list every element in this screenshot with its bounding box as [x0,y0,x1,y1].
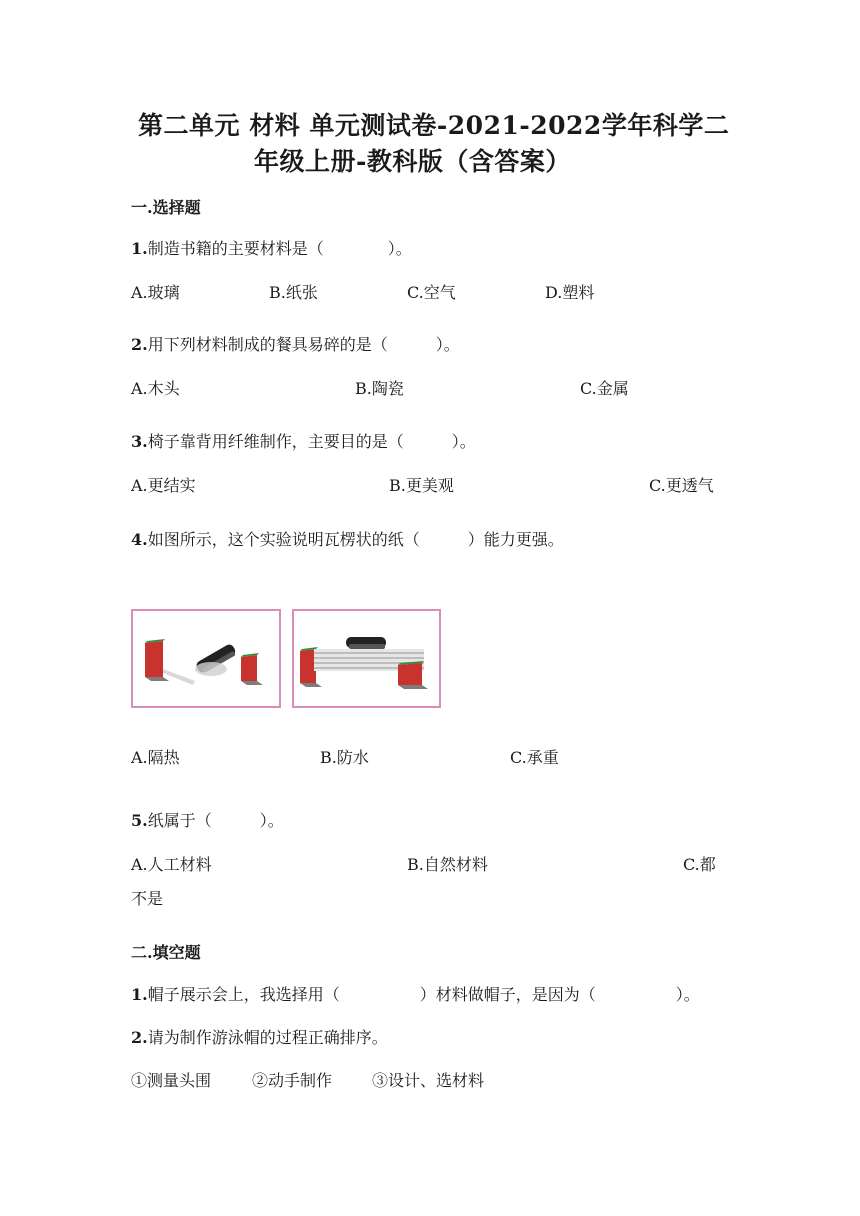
question-number: 4. [131,530,148,549]
question-text: 请为制作游泳帽的过程正确排序。 [147,1028,388,1047]
q1-option-b: B.纸张 [269,283,318,302]
question-text: 椅子靠背用纤维制作，主要目的是（ ）。 [147,432,476,451]
q3-option-a: A.更结实 [131,476,196,495]
question-number: 1. [131,239,148,258]
question-text: 制造书籍的主要材料是（ ）。 [147,239,412,258]
question-text: 纸属于（ ）。 [147,811,284,830]
step-2: ②动手制作 [252,1071,333,1090]
q3-option-c: C.更透气 [649,476,714,495]
step-3: ③设计、选材料 [372,1071,485,1090]
q5-option-b: B.自然材料 [407,855,488,874]
step-1: ①测量头围 [131,1071,212,1090]
section-heading-choice: 一.选择题 [131,198,201,217]
q1-option-a: A.玻璃 [131,283,180,302]
q4-option-b: B.防水 [320,748,369,767]
page-title-line1: 第二单元 材料 单元测试卷-2021-2022学年科学二 [138,111,730,140]
question-5 [131,808,284,831]
question-text: 帽子展示会上，我选择用（ ）材料做帽子，是因为（ ）。 [147,985,700,1004]
question-1 [131,236,412,259]
q1-option-d: D.塑料 [545,283,595,302]
question-4 [131,527,564,550]
q2-option-b: B.陶瓷 [355,379,404,398]
q2-option-a: A.木头 [131,379,180,398]
q4-option-c: C.承重 [510,748,559,767]
question-number: 5. [131,811,148,830]
question-3 [131,429,476,452]
q2-option-c: C.金属 [580,379,629,398]
q4-option-a: A.隔热 [131,748,180,767]
q1-option-c: C.空气 [407,283,456,302]
question-number: 2. [131,1028,148,1047]
fill-question-2 [131,1025,388,1048]
q3-option-b: B.更美观 [389,476,454,495]
q5-option-c-continuation: 不是 [131,889,164,908]
fill-question-1 [131,982,700,1005]
question-text: 如图所示，这个实验说明瓦楞状的纸（ ）能力更强。 [147,530,564,549]
q5-option-c: C.都 [683,855,716,874]
question-number: 2. [131,335,148,354]
q5-option-a: A.人工材料 [131,855,212,874]
section-heading-fill-blank: 二.填空题 [131,943,201,962]
question-number: 1. [131,985,148,1004]
experiment-image-flat-paper [131,609,281,708]
experiment-image-corrugated-paper [292,609,441,708]
question-2 [131,332,460,355]
question-number: 3. [131,432,148,451]
question-text: 用下列材料制成的餐具易碎的是（ ）。 [147,335,460,354]
page-title-line2: 年级上册-教科版（含答案） [254,147,571,176]
